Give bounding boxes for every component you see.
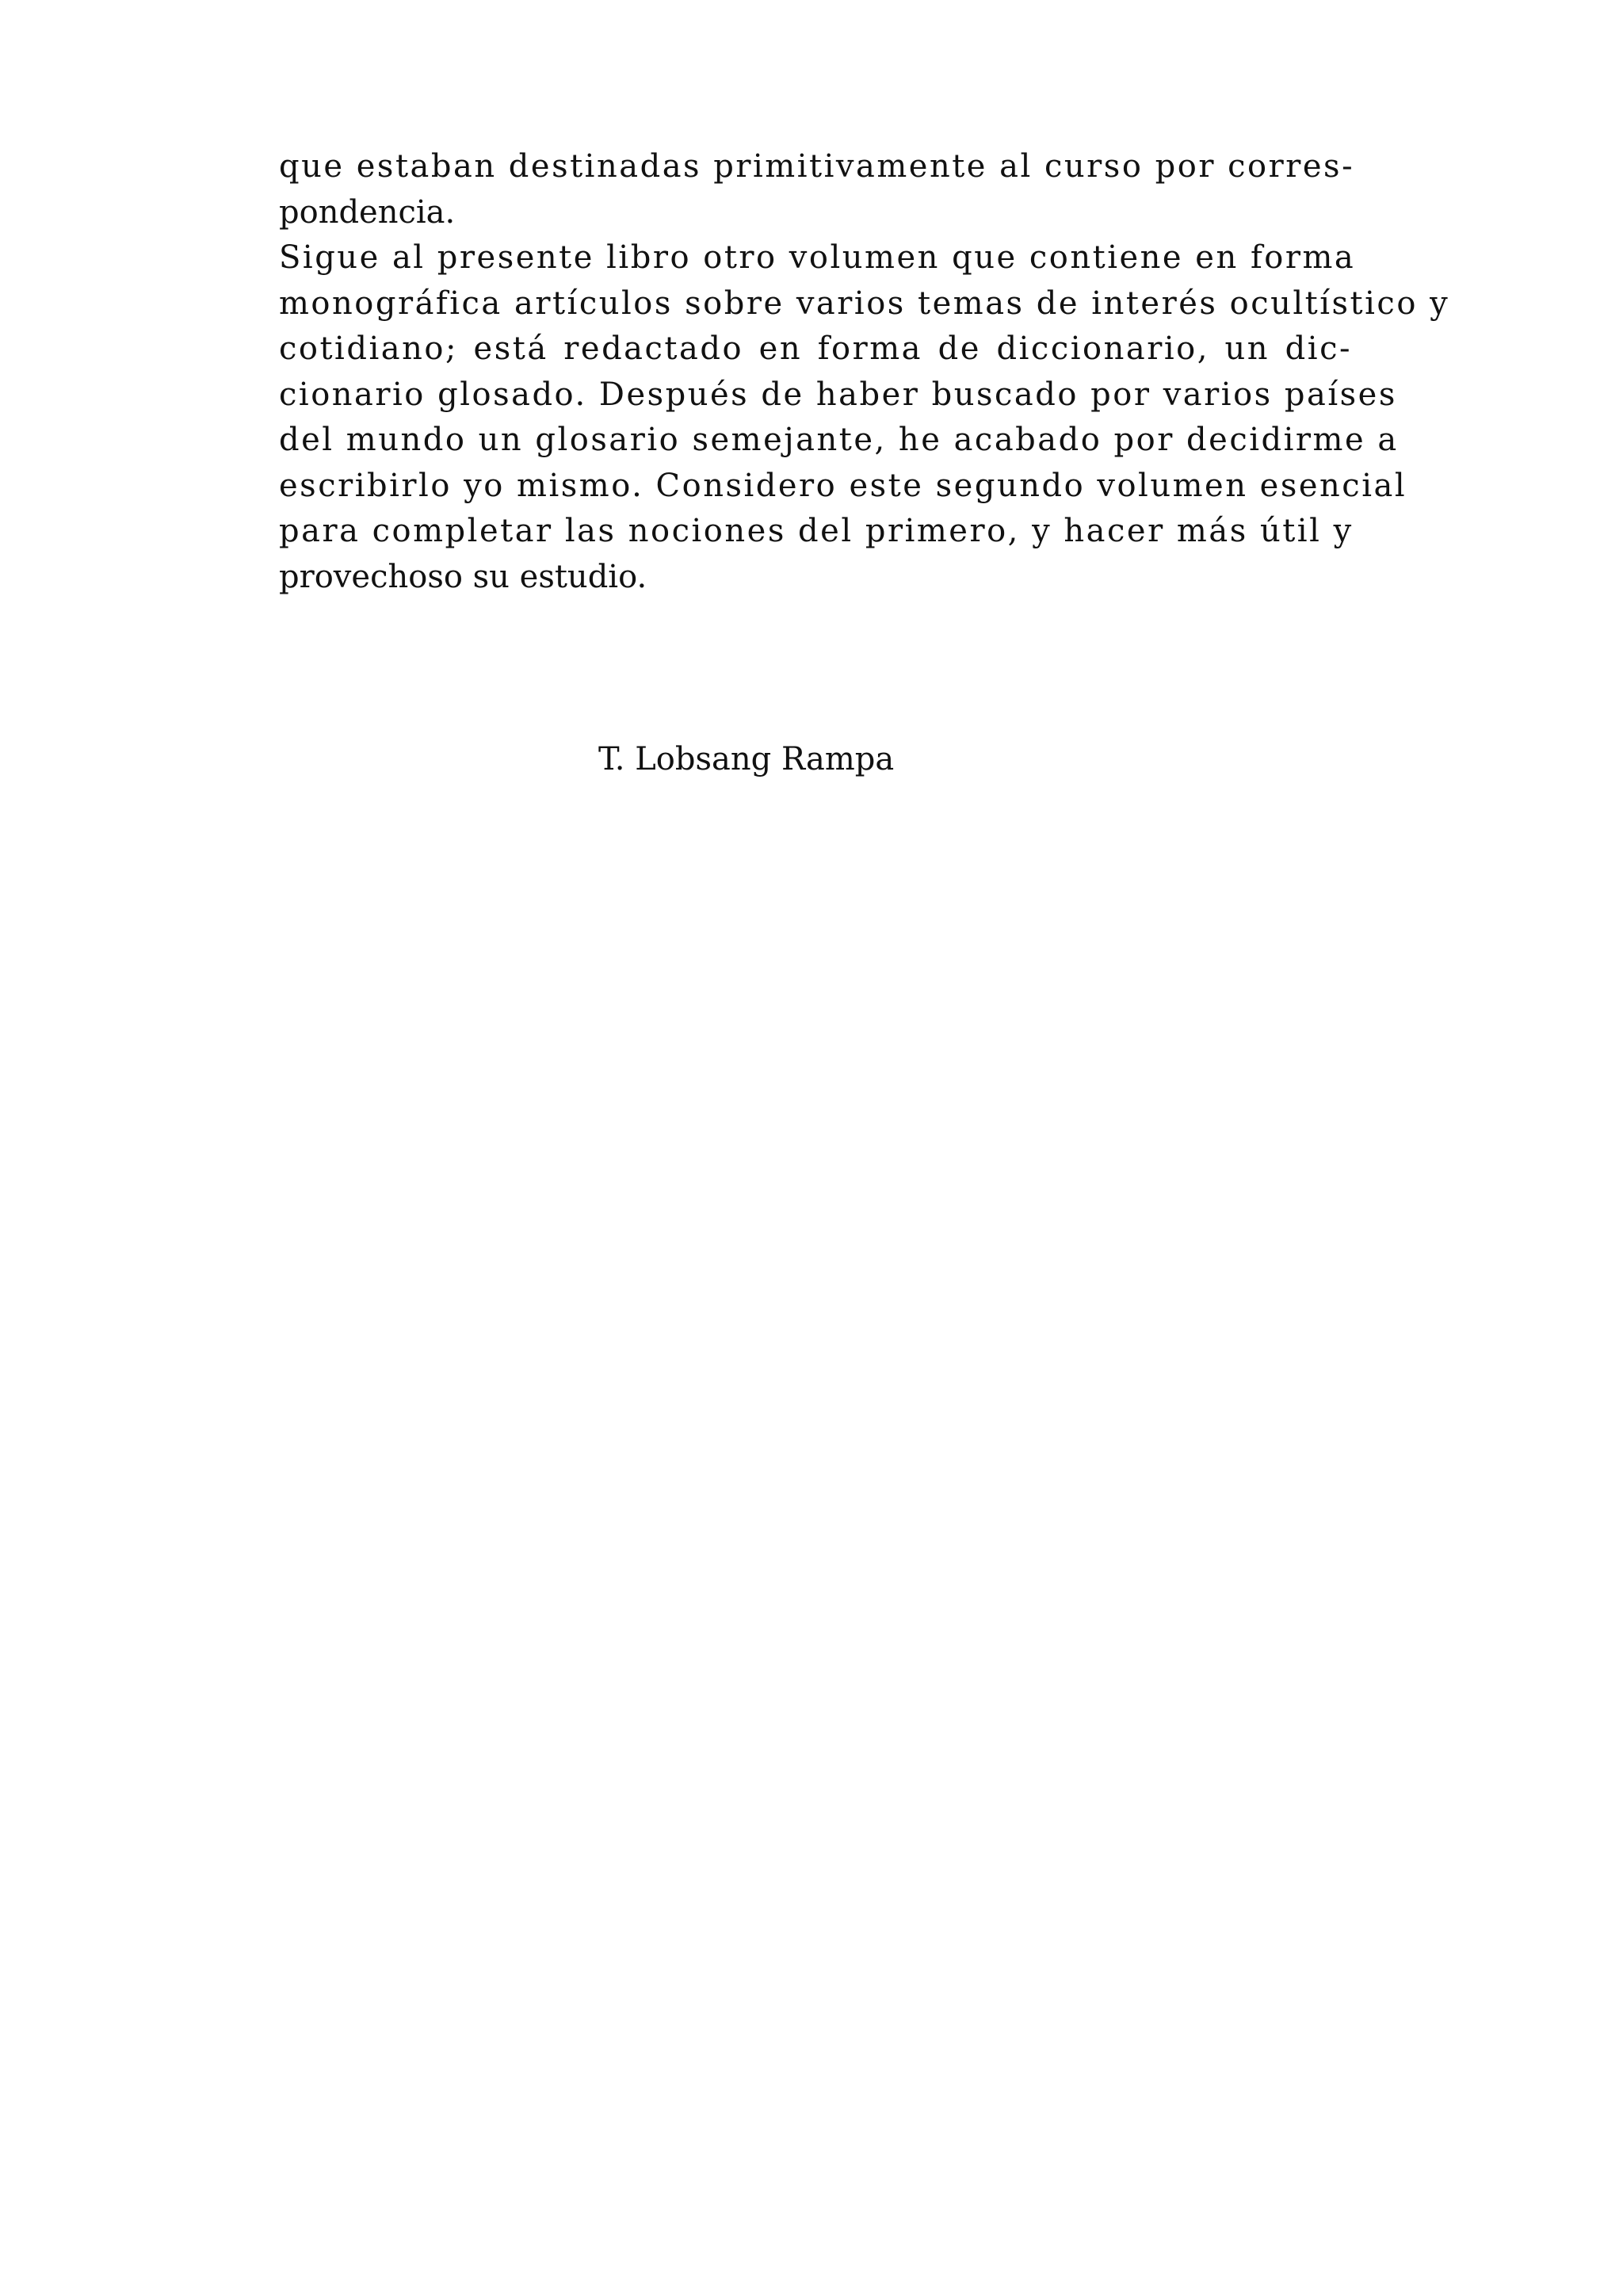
text-line: monográfica artículos sobre varios temas de interés ocultístico y bbox=[279, 285, 1450, 322]
text-line: cionario glosado. Después de haber buscado por varios países bbox=[279, 376, 1397, 413]
text-line: pondencia. bbox=[279, 193, 456, 231]
paragraph-1 bbox=[279, 144, 1355, 235]
text-line: cotidiano; está redactado en forma de diccionario, un dic- bbox=[279, 330, 1352, 367]
text-line: Sigue al presente libro otro volumen que contiene en forma bbox=[279, 239, 1356, 276]
text-line: del mundo un glosario semejante, he acabado por decidirme a bbox=[279, 422, 1399, 458]
paragraph-2 bbox=[279, 235, 1450, 600]
text-line: escribirlo yo mismo. Considero este segundo volumen esencial bbox=[279, 467, 1407, 504]
text-line: provechoso su estudio. bbox=[279, 558, 647, 595]
text-line: para completar las nociones del primero, y hacer más útil y bbox=[279, 513, 1354, 549]
text-line: que estaban destinadas primitivamente al curso por corres- bbox=[279, 148, 1355, 185]
author-signature: T. Lobsang Rampa bbox=[598, 741, 895, 777]
body-text bbox=[279, 144, 1450, 600]
